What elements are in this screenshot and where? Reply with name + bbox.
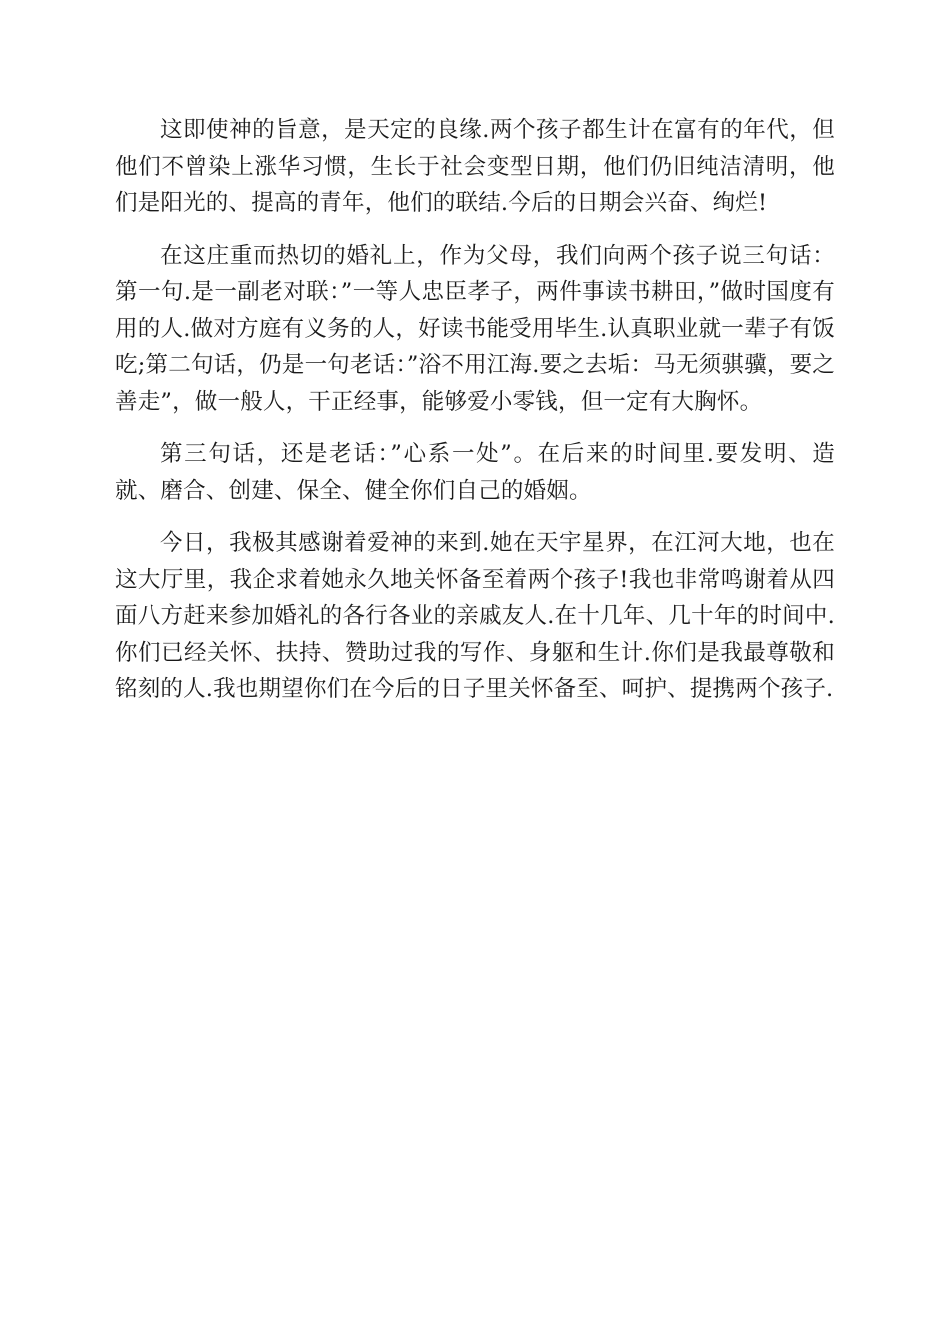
paragraph-4: 今日，我极其感谢着爱神的来到.她在天宇星界，在江河大地，也在这大厅里，我企求着她永久地关怀备至着两个孩子!我也非常鸣谢着从四面八方赶来参加婚礼的各行各业的亲戚友人.在十几年、几十年的时间中.你们已经关怀、扶持、赞助过我的写作、身躯和生计.你们是我最尊敬和铭刻的人.我也期望你们在今后的日子里关怀备至、呵护、提携两个孩子. bbox=[115, 530, 835, 702]
paragraph-2: 在这庄重而热切的婚礼上，作为父母，我们向两个孩子说三句话：第一句.是一副老对联：”一等人忠臣孝子，两件事读书耕田，”做时国度有用的人.做对方庭有义务的人，好读书能受用毕生.认真职业就一辈子有饭吃;第二句话，仍是一句老话：”浴不用江海.要之去垢：马无须骐骥，要之善走”，做一般人，干正经事，能够爱小零钱，但一定有大胸怀。 bbox=[115, 242, 835, 415]
document-body bbox=[115, 112, 835, 724]
paragraph-3: 第三句话，还是老话：”心系一处”。在后来的时间里.要发明、造就、磨合、创建、保全、健全你们自己的婚姻。 bbox=[115, 441, 835, 504]
paragraph-1: 这即使神的旨意，是天定的良缘.两个孩子都生计在富有的年代，但他们不曾染上涨华习惯，生长于社会变型日期，他们仍旧纯洁清明，他们是阳光的、提高的青年，他们的联结.今后的日期会兴奋、绚烂! bbox=[115, 117, 835, 216]
